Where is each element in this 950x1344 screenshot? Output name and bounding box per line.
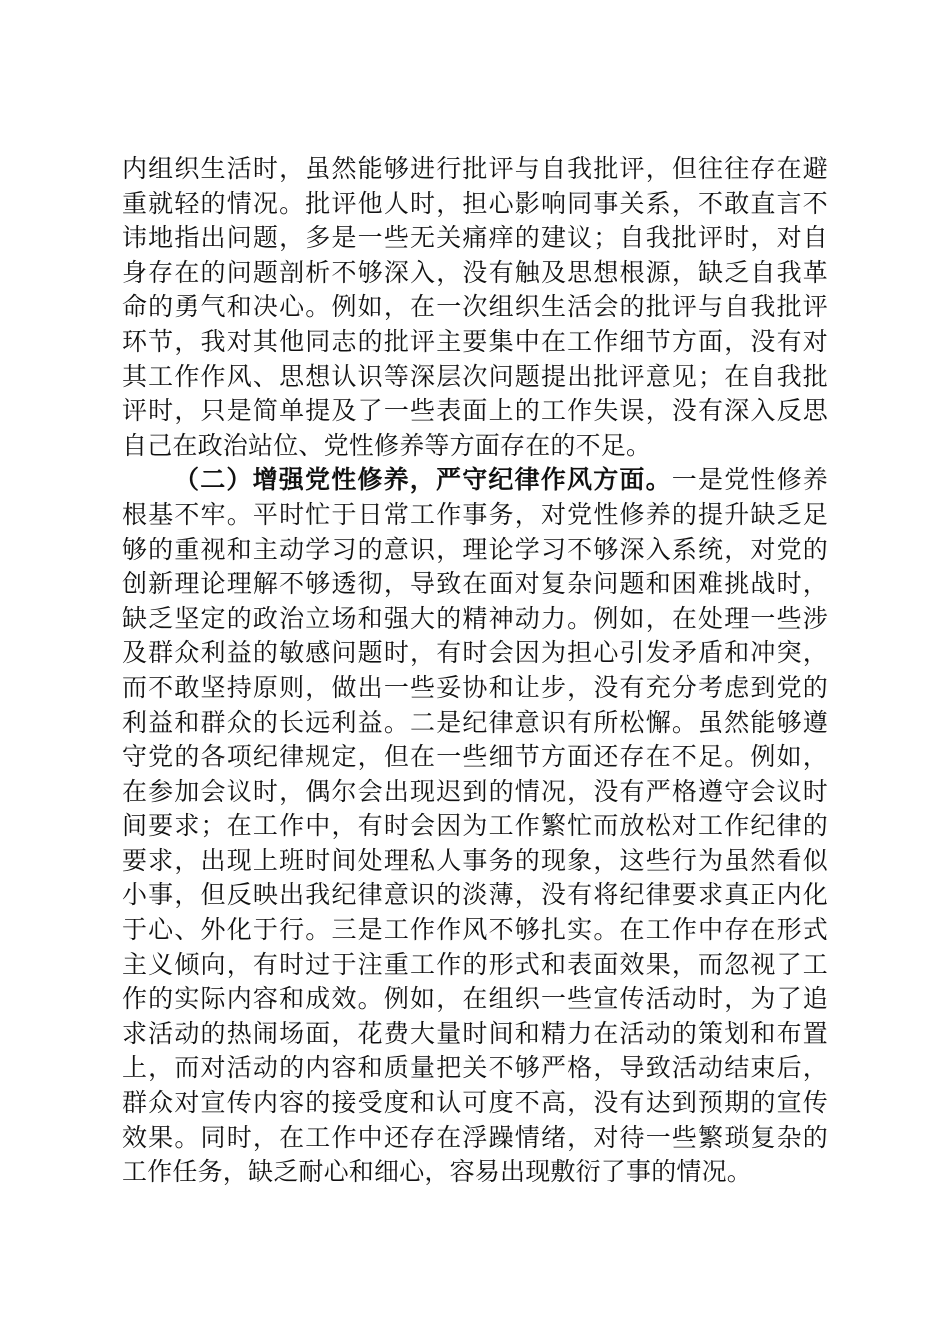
text-line: 创新理论理解不够透彻，导致在面对复杂问题和困难挑战时， <box>122 569 828 599</box>
text-line: 利益和群众的长远利益。二是纪律意识有所松懈。虽然能够遵 <box>122 707 828 737</box>
document-body <box>122 152 828 1190</box>
text-line: 命的勇气和决心。例如，在一次组织生活会的批评与自我批评 <box>122 292 828 322</box>
text-line: 于心、外化于行。三是工作作风不够扎实。在工作中存在形式 <box>122 915 828 945</box>
text-line: 而不敢坚持原则，做出一些妥协和让步，没有充分考虑到党的 <box>122 672 828 702</box>
text-line: 及群众利益的敏感问题时，有时会因为担心引发矛盾和冲突， <box>122 638 828 668</box>
text-line: 群众对宣传内容的接受度和认可度不高，没有达到预期的宣传 <box>122 1088 828 1118</box>
text-line: 身存在的问题剖析不够深入，没有触及思想根源，缺乏自我革 <box>122 257 828 287</box>
text-line: 内组织生活时，虽然能够进行批评与自我批评，但往往存在避 <box>122 154 828 183</box>
section-heading: （二）增强党性修养，严守纪律作风方面。 <box>174 465 672 495</box>
paragraph-party-discipline <box>122 463 828 1189</box>
text-line: 环节，我对其他同志的批评主要集中在工作细节方面，没有对 <box>122 326 828 356</box>
text-line: 小事，但反映出我纪律意识的淡薄，没有将纪律要求真正内化 <box>122 880 828 910</box>
text-line: 根基不牢。平时忙于日常工作事务，对党性修养的提升缺乏足 <box>122 499 828 529</box>
text-line: 间要求；在工作中，有时会因为工作繁忙而放松对工作纪律的 <box>122 811 828 841</box>
text-line: 守党的各项纪律规定，但在一些细节方面还存在不足。例如， <box>122 742 828 772</box>
text-line: 够的重视和主动学习的意识，理论学习不够深入系统，对党的 <box>122 534 828 564</box>
text-line: 自己在政治站位、党性修养等方面存在的不足。 <box>122 430 652 460</box>
text-line: 求活动的热闹场面，花费大量时间和精力在活动的策划和布置 <box>122 1018 828 1048</box>
paragraph-criticism <box>122 152 828 463</box>
text-line: 效果。同时，在工作中还存在浮躁情绪，对待一些繁琐复杂的 <box>122 1122 828 1152</box>
text-line: 讳地指出问题，多是一些无关痛痒的建议；自我批评时，对自 <box>122 223 828 253</box>
text-line: 作的实际内容和成效。例如，在组织一些宣传活动时，为了追 <box>122 984 828 1014</box>
text-fragment: 一是党性修养 <box>671 465 828 495</box>
text-line: 要求，出现上班时间处理私人事务的现象，这些行为虽然看似 <box>122 845 828 875</box>
text-line: 上，而对活动的内容和质量把关不够严格，导致活动结束后， <box>122 1053 828 1083</box>
text-line: 重就轻的情况。批评他人时，担心影响同事关系，不敢直言不 <box>122 188 828 218</box>
text-line: 主义倾向，有时过于注重工作的形式和表面效果，而忽视了工 <box>122 949 828 979</box>
text-line: 缺乏坚定的政治立场和强大的精神动力。例如，在处理一些涉 <box>122 603 828 633</box>
text-line: 在参加会议时，偶尔会出现迟到的情况，没有严格遵守会议时 <box>122 776 828 806</box>
text-line: 评时，只是简单提及了一些表面上的工作失误，没有深入反思 <box>122 396 828 426</box>
section-first-line <box>122 463 828 498</box>
text-line: 工作任务，缺乏耐心和细心，容易出现敷衍了事的情况。 <box>122 1157 753 1187</box>
text-line: 其工作作风、思想认识等深层次问题提出批评意见；在自我批 <box>122 361 828 391</box>
